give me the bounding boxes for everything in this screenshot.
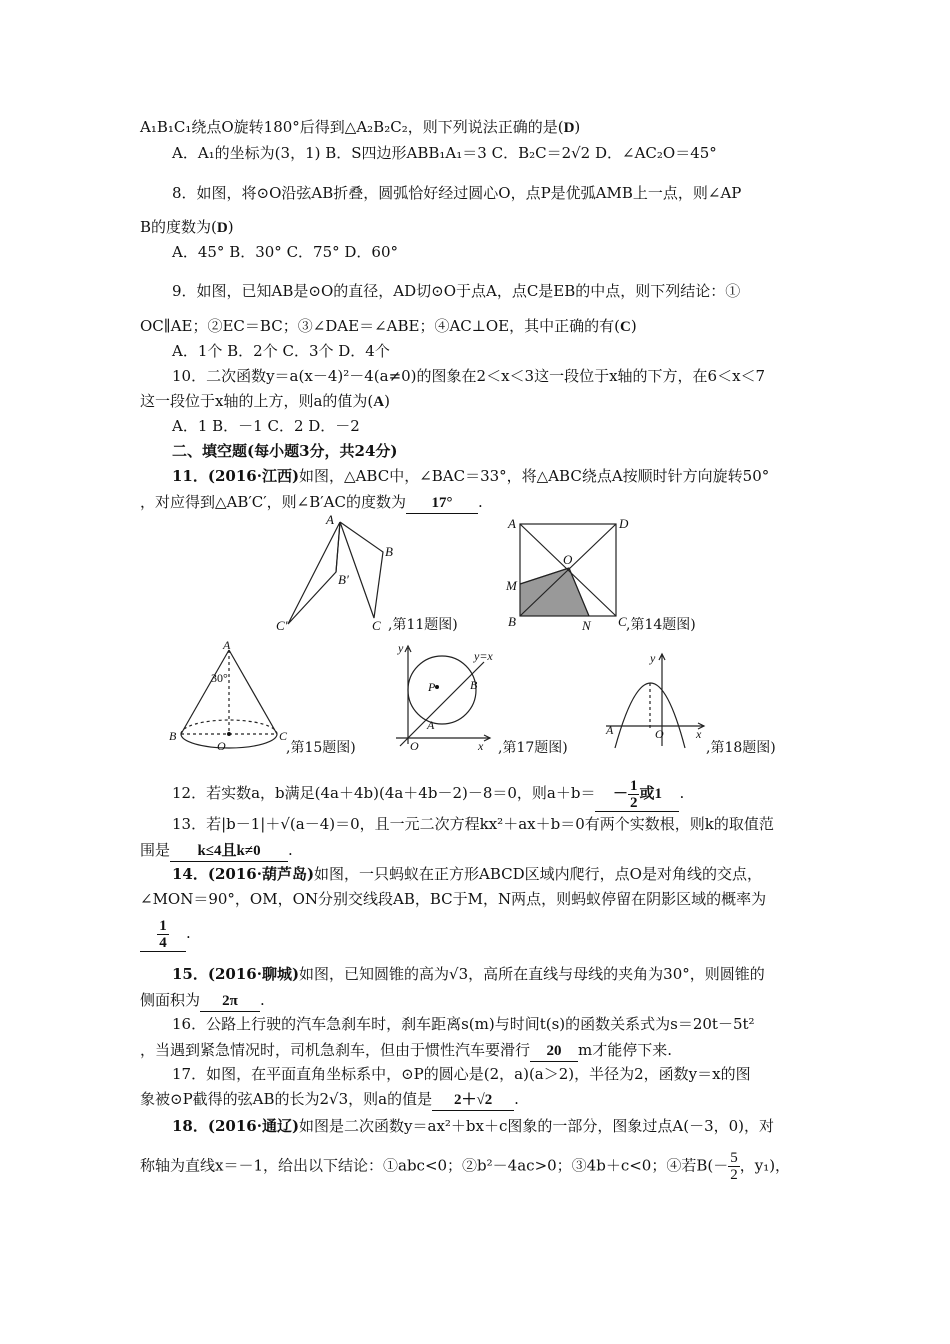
q9-options: A．1个 B．2个 C．3个 D．4个	[172, 342, 390, 360]
fig11-caption: ,第11题图)	[388, 617, 458, 633]
f15-label-b: B	[169, 729, 177, 743]
q17-line2: 象被⊙P截得的弦AB的长为2√3，则a的值是 2＋√2 .	[140, 1089, 519, 1111]
f11-label-c-prime: C′	[276, 618, 288, 633]
f15-label-c: C	[279, 729, 288, 743]
q14-answer: $\frac{1}{4}$	[140, 918, 186, 952]
figure-15	[165, 638, 290, 756]
fig14-caption: ,第14题图)	[626, 617, 696, 633]
q15-answer: 2π	[200, 991, 260, 1012]
f17-label-a: A	[427, 718, 435, 732]
f17-label-y: y	[398, 641, 404, 655]
q9-line2: OC∥AE；②EC＝BC；③∠DAE＝∠ABE；④AC⊥OE，其中正确的有(C)	[140, 317, 637, 335]
q11-line1: 11．(2016·江西)如图，△ABC中，∠BAC＝33°，将△ABC绕点A按顺时针方向旋转50°	[172, 467, 770, 485]
f14-label-d: D	[619, 516, 629, 531]
q18-line2: 称轴为直线x＝－1，给出以下结论：①abc<0；②b²－4ac>0；③4b＋c<0；④若B(－ $\frac{5}{2}$ ，y₁)，	[140, 1150, 791, 1183]
q8-answer: D	[216, 220, 228, 236]
f18-label-o: O	[655, 727, 664, 741]
q7-options: A．A₁的坐标为(3，1) B．S四边形ABB₁A₁＝3 C．B₂C＝2√2 D．∠AC₂O＝45°	[172, 144, 717, 162]
f15-label-o: O	[217, 739, 226, 753]
q10-options: A．1 B．－1 C．2 D．－2	[172, 417, 360, 435]
triangle-abc	[340, 522, 383, 618]
figure-18	[600, 648, 710, 752]
q16-line2: ，当遇到紧急情况时，司机急刹车，但由于惯性汽车要滑行 20 m才能停下来.	[140, 1040, 672, 1062]
f17-label-b: B	[470, 678, 478, 692]
q7-stem: A₁B₁C₁绕点O旋转180°后得到△A₂B₂C₂，则下列说法正确的是(D)	[140, 118, 581, 136]
f11-label-b: B	[385, 544, 393, 559]
fig15-caption: ,第15题图)	[286, 740, 356, 756]
q9-answer: C	[619, 319, 631, 335]
q12-fraction: $\frac{1}{2}$	[629, 778, 638, 811]
f18-label-y: y	[650, 651, 656, 665]
q10-line1: 10．二次函数y＝a(x－4)²－4(a≠0)的图象在2＜x＜3这一段位于x轴的下方，在6＜x＜7	[172, 367, 766, 385]
f15-label-a: A	[223, 638, 231, 652]
q13-line1: 13．若|b－1|＋√(a－4)＝0，且一元二次方程kx²＋ax＋b＝0有两个实数根，则k的取值范	[172, 815, 774, 833]
q18-fraction: $\frac{5}{2}$	[730, 1150, 738, 1183]
q15-line1: 15．(2016·聊城)如图，已知圆锥的高为√3，高所在直线与母线的夹角为30°，则圆锥的	[172, 965, 765, 983]
q16-line1: 16．公路上行驶的汽车急刹车时，刹车距离s(m)与时间t(s)的函数关系式为s＝20t－5t²	[172, 1015, 755, 1033]
q13-answer: k≤4且k≠0	[170, 841, 288, 862]
triangle-ab-c-prime	[288, 522, 340, 624]
q8-line1: 8．如图，将⊙O沿弦AB折叠，圆弧恰好经过圆心O，点P是优弧AMB上一点，则∠AP	[172, 184, 742, 202]
f18-label-a: A	[606, 723, 614, 737]
q10-line2: 这一段位于x轴的上方，则a的值为(A)	[140, 392, 390, 410]
f14-label-o: O	[563, 552, 573, 567]
fig17-caption: ,第17题图)	[498, 740, 568, 756]
q13-line2: 围是 k≤4且k≠0 .	[140, 840, 293, 862]
q17-answer: 2＋√2	[432, 1090, 514, 1111]
q10-answer: A	[373, 394, 385, 410]
q16-answer: 20	[530, 1041, 578, 1062]
f14-label-c: C	[618, 614, 627, 629]
q11-answer: 17°	[406, 493, 478, 514]
fig18-caption: ,第18题图)	[706, 740, 776, 756]
q17-line1: 17．如图，在平面直角坐标系中，⊙P的圆心是(2，a)(a＞2)，半径为2，函数y＝x的图	[172, 1065, 751, 1083]
q8-line2: B的度数为(D)	[140, 218, 234, 236]
q14-line2: ∠MON＝90°，OM，ON分别交线段AB，BC于M，N两点，则蚂蚁停留在阴影区域的概率为	[140, 890, 767, 908]
q14-line1: 14．(2016·葫芦岛)如图，一只蚂蚁在正方形ABCD区域内爬行，点O是对角线的交点，	[172, 865, 762, 883]
q15-line2: 侧面积为 2π .	[140, 990, 265, 1012]
f17-label-p: P	[428, 680, 436, 694]
f11-label-b-prime: B′	[338, 572, 349, 587]
q11-line2: ，对应得到△AB′C′，则∠B′AC的度数为 17° .	[140, 492, 483, 514]
f14-label-b: B	[508, 614, 516, 629]
f14-label-n: N	[582, 618, 591, 633]
f17-label-line: y=x	[474, 649, 493, 663]
q7-answer: D	[563, 120, 575, 136]
f15-label-angle: 30°	[211, 671, 228, 685]
section-heading: 二、填空题(每小题3分，共24分)	[172, 442, 398, 460]
f18-label-x: x	[696, 727, 702, 741]
f17-label-x: x	[478, 739, 484, 752]
f17-label-o: O	[410, 739, 419, 752]
f11-label-c: C	[372, 618, 381, 633]
q12-line: 12．若实数a，b满足(4a＋4b)(4a＋4b－2)－8＝0，则a＋b＝ － $\frac{1}{2}$ 或1 .	[172, 778, 685, 811]
q8-options: A．45° B．30° C．75° D．60°	[172, 243, 399, 261]
q9-line1: 9．如图，已知AB是⊙O的直径，AD切⊙O于点A，点C是EB的中点，则下列结论：①	[172, 282, 741, 300]
figure-14	[500, 512, 640, 634]
q18-line1: 18．(2016·通辽)如图是二次函数y＝ax²＋bx＋c图象的一部分，图象过点A(－3，0)，对	[172, 1117, 775, 1135]
q12-answer: － $\frac{1}{2}$ 或1	[595, 778, 679, 812]
f11-label-a: A	[326, 512, 334, 527]
figure-17	[390, 640, 502, 752]
q14-answer-line: $\frac{1}{4}$ .	[140, 918, 191, 952]
f14-label-m: M	[506, 578, 517, 593]
f14-label-a: A	[508, 516, 516, 531]
